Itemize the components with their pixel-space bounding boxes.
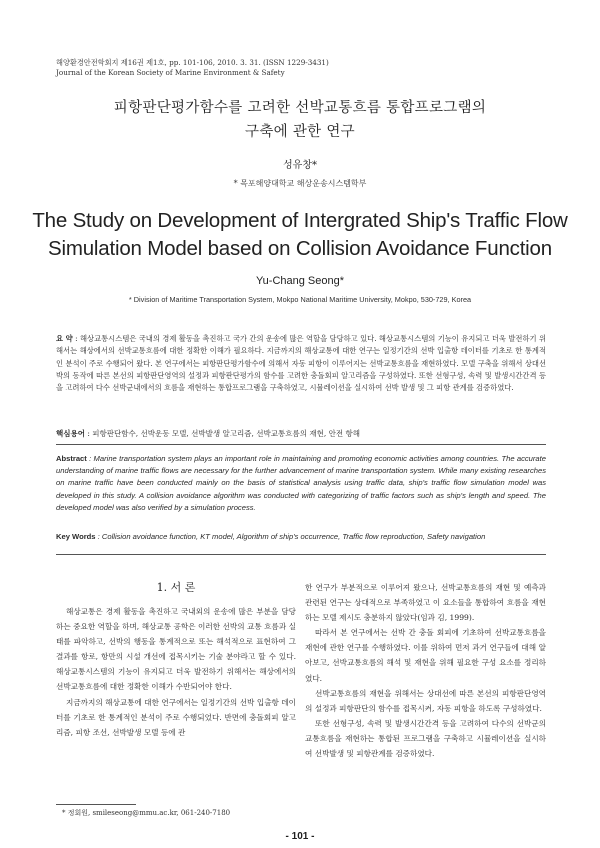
english-title-line-2: Simulation Model based on Collision Avoidance Function [48,237,552,260]
english-abstract-label: Abstract [56,454,87,463]
korean-abstract-label: 요 약 [56,334,73,343]
footnote-rule [56,804,136,805]
english-keywords-text: : Collision avoidance function, KT model, Algorithm of ship's occurrence, Traffic flow reproduction, Safety navigation [95,532,486,541]
korean-keywords-text: : 피항판단함수, 선박운동 모델, 선박발생 알고리즘, 선박교통흐름의 재현, 안전 항해 [84,429,360,438]
korean-keywords-label: 핵심용어 [56,429,85,438]
korean-affiliation: * 목포해양대학교 해상운송시스템학부 [233,179,367,188]
korean-keywords [56,428,546,439]
paragraph: 지금까지의 해상교통에 대한 연구에서는 일정기간의 선박 입출항 데이터를 기초로 한 통계적인 분석이 주로 수행되었다. 반면에 충돌회피 알고리즘, 피항 조선, 선박발생 모델 등에 관 [56,697,296,737]
english-author: Yu-Chang Seong* [255,275,345,287]
paragraph: 선박교통흐름의 재현을 위해서는 상대선에 따른 본선의 피항판단영역의 설정과 피항판단의 함수를 접목시켜, 자동 피항을 하도록 구성하였다. [305,688,546,713]
divider [56,444,546,445]
english-keywords [56,532,546,541]
journal-ref-line-2: Journal of the Korean Society of Marine Environment & Safety [56,68,285,77]
paragraph: 한 연구가 부분적으로 이루어져 왔으나, 선박교통흐름의 재현 및 예측과 관련된 연구는 상대적으로 부족하였고 이 요소들을 통합하여 흐름을 재현하는 모델 제시도 충분하지 않았다(임과 김, 1999). [305,583,546,623]
korean-abstract-text: : 해상교통시스템은 국내의 경제 활동을 촉진하고 국가 간의 운송에 많은 역할을 담당하고 있다. 해상교통시스템의 기능이 유지되고 더욱 발전하기 위해서는 해상에서의 선박교통흐름에 대한 정확한 이해가 필요하다. 지금까지의 해상교통에 대한 연구는 일정기간의 선박 입출항 데이터를 기초로 한 통계적인 분석이 주로 수행되어 왔다. 본 연구에서는 피항판단평가함수에 의해서 자동 피항이 이루어지는 선박교통흐름을 재현하였다. 모델 구축을 위해서 상대선박의 동작에 따른 본선의 피항판단영역의 설정과 피항판단평가의 함수를 고려한 충돌회피 알고리즘을 구성하였다. 또한 선형구성, 속력 및 발생시간간격 등을 고려하여 다수 선박군내에서의 흐름을 재현하는 통합프로그램을 구축하였고, 시뮬레이션을 실시하여 선박 발생 및 그 피항 관계를 검증하였다. [56,334,546,393]
paragraph: 해상교통은 경제 활동을 촉진하고 국내외의 운송에 많은 부분을 담당하는 중요한 역할을 하며, 해상교통 공학은 이러한 선박의 교통 흐름과 실태를 파악하고, 선박의 행동을 통계적으로 또는 해석적으로 표현하여 그 결과를 항로, 항만의 시설 개선에 접목시키는 기술 분야라고 할 수 있다. 해상교통시스템의 기능이 유지되고 더욱 발전하기 위해서는 해상에서의 선박교통흐름에 대한 정확한 이해가 수반되어야 한다. [56,607,296,692]
korean-title-line-2: 구축에 관한 연구 [245,124,355,140]
korean-title-line-1: 피항판단평가함수를 고려한 선박교통흐름 통합프로그램의 [113,100,487,116]
body-right-column [305,580,546,761]
footnote: * 정회원, smileseong@mmu.ac.kr, 061-240-7180 [62,809,231,817]
korean-author: 성유창* [283,160,317,171]
paragraph: 따라서 본 연구에서는 선박 간 충돌 회피에 기초하여 선박교통흐름을 재현에 관한 연구를 수행하였다. 이를 위하여 먼저 과거 연구들에 대해 알아보고, 선박교통흐름의 해석 및 재현을 위해 필요한 구성 요소를 정리하였다. [305,628,546,683]
journal-reference [56,58,329,78]
english-abstract-text: : Marine transportation system plays an important role in maintaining and promoting economic activities among countries. The accurate understanding of marine traffic flows are necessary for the further advancement of marine transportation system. While many existing researches on marine traffic have been conducted mainly on the basis of statistical analysis using traffic data, ship's traffic flow simulation model was developed in this study. A collision avoidance algorithm was conducted with categorizing of traffic factors such as ship's length and speed. The developed model was also verified by a simulation process. [56,454,546,512]
english-affiliation: * Division of Maritime Transportation System, Mokpo National Maritime University, Mokpo, 530-729, Korea [128,295,472,304]
english-abstract [56,453,546,514]
english-title-line-1: The Study on Development of Intergrated Ship's Traffic Flow [32,209,568,232]
section-heading: 1. 서 론 [156,581,196,594]
paragraph: 또한 선형구성, 속력 및 발생시간간격 등을 고려하여 다수의 선박군의 교통흐름을 재현하는 통합된 프로그램을 구축하고 시뮬레이션을 실시하여 선박발생 및 피항관계를 검증하였다. [305,718,546,759]
journal-ref-line-1: 해양환경안전학회지 제16권 제1호, pp. 101-106, 2010. 3. 31. (ISSN 1229-3431) [56,58,329,67]
korean-abstract [56,333,546,394]
english-keywords-label: Key Words [56,532,96,541]
body-left-column [56,604,296,740]
page-number: - 101 - [285,831,315,842]
divider [56,554,546,555]
